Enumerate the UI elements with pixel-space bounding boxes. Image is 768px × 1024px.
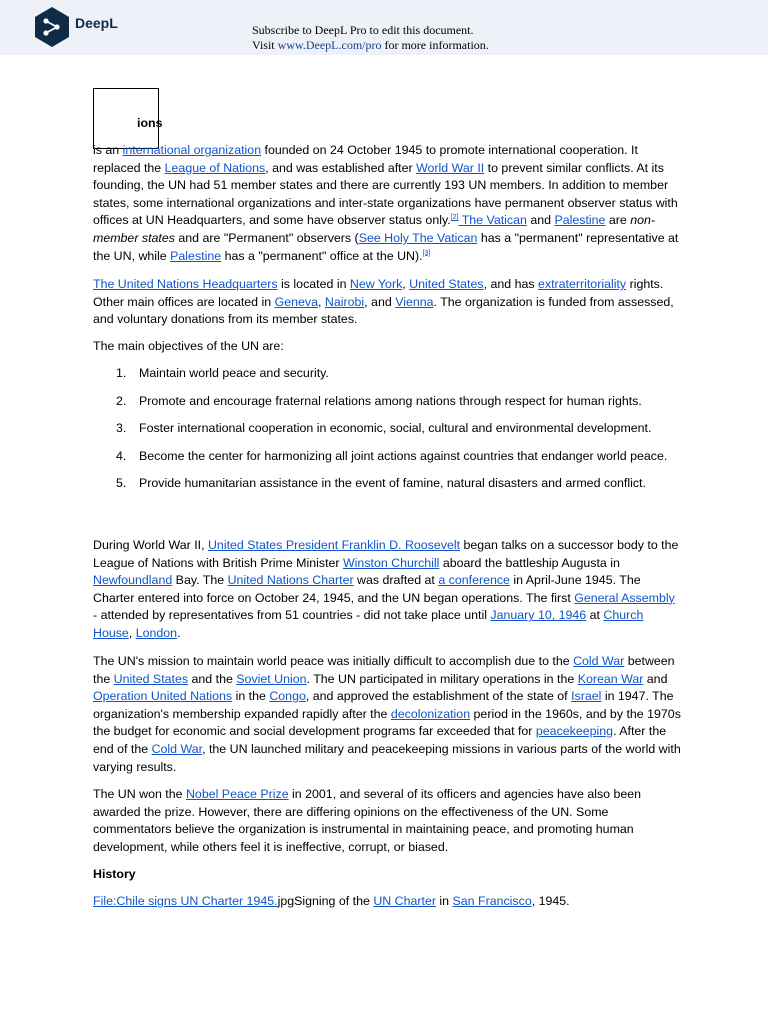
emphasis: non-member states — [93, 213, 656, 245]
link-korean-war[interactable]: Korean War — [577, 671, 644, 686]
deepl-brand[interactable]: DeepL — [75, 15, 118, 31]
text: , the UN launched military and peacekeeping missions in various parts of the world with varying results. — [93, 741, 681, 774]
link-extraterritoriality[interactable]: extraterritoriality — [537, 277, 627, 291]
paragraph-headquarters — [93, 276, 681, 329]
deepl-pro-link[interactable]: www.DeepL.com/pro — [277, 38, 382, 52]
objectives-list — [93, 365, 681, 493]
link-vatican[interactable]: The Vatican — [458, 213, 527, 228]
text: , and — [364, 294, 396, 309]
text: Bay. The — [172, 573, 228, 588]
link-vienna[interactable]: Vienna — [395, 294, 434, 309]
text: in 2001, and several of its officers and agencies have also been awarded the prize. However, there are differing opinions on the effectiveness of the UN. Some commentators believe the organization is instrumental in maintaining peace, and promoting human development, while others feel it is ineffective, corrupt, or biased. — [93, 787, 642, 854]
link-cold-war-2[interactable]: Cold War — [151, 741, 203, 756]
link-palestine[interactable]: Palestine — [554, 213, 606, 228]
link-un-headquarters[interactable]: The United Nations Headquarters — [93, 277, 278, 291]
text: The UN's mission to maintain world peace was initially difficult to accomplish due to the — [93, 654, 574, 668]
link-nobel-peace-prize[interactable]: Nobel Peace Prize — [185, 787, 289, 801]
visit-text: Visit — [252, 38, 278, 52]
text: and the — [188, 671, 237, 686]
paragraph-objectives-intro: The main objectives of the UN are: — [93, 339, 284, 353]
text: has a "permanent" representative at the UN, while — [93, 230, 679, 263]
text: is an — [93, 143, 123, 157]
text: are — [605, 213, 631, 228]
link-un-charter[interactable]: United Nations Charter — [227, 573, 354, 588]
text: . — [177, 625, 181, 640]
text: to prevent similar conflicts. At its founding, the UN had 51 member states and there are currently 193 UN members. In addition to member states, some international organizations and inter-state organizations have permanent observer status with offices at UN Headquarters, and some have observer status only. — [93, 160, 678, 228]
text: aboard the battleship Augusta in — [439, 555, 620, 570]
list-text: Provide humanitarian assistance in the event of famine, natural disasters and armed conflict. — [139, 476, 646, 491]
title-fragment: ions — [137, 116, 163, 130]
text: in April-June 1945. The Charter entered into force on October 24, 1945, and the UN began operations. The first — [93, 573, 641, 605]
text: at — [586, 608, 604, 623]
link-league-of-nations[interactable]: League of Nations — [164, 160, 266, 175]
link-new-york[interactable]: New York — [349, 277, 403, 291]
list-number: 2. — [116, 393, 127, 408]
text: - attended by representatives from 51 countries - did not take place until — [93, 608, 491, 623]
text: and — [526, 213, 555, 228]
text: in the — [232, 689, 270, 704]
text: has a "permanent" office at the UN). — [221, 248, 423, 263]
visit-line — [252, 38, 489, 53]
link-un-charter-2[interactable]: UN Charter — [373, 894, 436, 908]
text: . The organization is funded from assessed, and voluntary donations from its member states. — [93, 294, 674, 327]
link-newfoundland[interactable]: Newfoundland — [93, 573, 173, 588]
link-operation-united-nations[interactable]: Operation United Nations — [93, 689, 233, 704]
text: , — [318, 294, 325, 309]
link-roosevelt[interactable]: United States President Franklin D. Roosevelt — [207, 538, 461, 552]
text: was drafted at — [353, 573, 439, 588]
link-see-holy-vatican[interactable]: See Holy The Vatican — [358, 230, 478, 245]
text: in 1947. The organization's membership expanded rapidly after the — [93, 689, 674, 721]
list-text: Become the center for harmonizing all joint actions against countries that endanger world peace. — [139, 448, 668, 463]
text: jpgSigning of the — [277, 894, 374, 908]
text: . The UN participated in military operations in the — [306, 671, 578, 686]
list-text: Promote and encourage fraternal relations among nations through respect for human rights. — [139, 393, 642, 408]
link-congo[interactable]: Congo — [269, 689, 306, 704]
text: , — [128, 625, 136, 640]
text: and — [643, 671, 668, 686]
list-text: Foster international cooperation in economic, social, cultural and environmental development. — [139, 421, 652, 436]
text: , 1945. — [531, 894, 570, 908]
text: between the — [93, 654, 675, 686]
text: rights. Other main offices are located in — [93, 277, 664, 309]
text: founded on 24 October 1945 to promote international cooperation. It replaced the — [93, 143, 638, 175]
list-number: 3. — [116, 421, 127, 436]
subscribe-notice — [252, 23, 489, 53]
list-item — [93, 365, 681, 383]
footnote-2[interactable]: [2] — [450, 214, 459, 222]
text: , — [402, 277, 410, 291]
text: began talks on a successor body to the League of Nations with British Prime Minister — [93, 538, 679, 570]
link-january-10-1946[interactable]: January 10, 1946 — [490, 608, 587, 623]
footnote-3[interactable]: [3] — [422, 249, 431, 257]
list-item — [93, 420, 681, 438]
paragraph-nobel — [93, 786, 681, 856]
text: is located in — [277, 277, 350, 291]
link-san-francisco[interactable]: San Francisco — [452, 894, 532, 908]
paragraph-history-founding — [93, 537, 681, 643]
paragraph-charter-signing — [93, 893, 681, 911]
link-church-house[interactable]: Church House — [93, 608, 644, 640]
link-file-chile-signs[interactable]: File:Chile signs UN Charter 1945. — [93, 894, 278, 908]
link-soviet-union[interactable]: Soviet Union — [236, 671, 307, 686]
text: The UN won the — [93, 787, 186, 801]
text: , and was established after — [265, 160, 417, 175]
text: and are "Permanent" observers ( — [174, 230, 359, 245]
link-peacekeeping[interactable]: peacekeeping — [535, 724, 614, 739]
list-item — [93, 475, 681, 493]
list-text: Maintain world peace and security. — [139, 366, 329, 380]
text: , and approved the establishment of the state of — [305, 689, 572, 704]
history-heading: History — [93, 867, 136, 881]
paragraph-intro — [93, 142, 681, 265]
link-geneva[interactable]: Geneva — [274, 294, 319, 309]
text: , and has — [483, 277, 538, 291]
list-number: 5. — [116, 476, 127, 491]
link-general-assembly[interactable]: General Assembly — [574, 590, 675, 605]
text: . After the end of the — [93, 724, 667, 756]
deepl-logo-icon[interactable] — [33, 6, 71, 48]
link-international-organization[interactable]: international organization — [122, 143, 262, 157]
subscribe-line: Subscribe to DeepL Pro to edit this document. — [252, 23, 474, 37]
link-conference[interactable]: a conference — [438, 573, 510, 588]
text: in — [435, 894, 453, 908]
link-cold-war[interactable]: Cold War — [573, 654, 625, 668]
text: period in the 1960s, and by the 1970s the budget for economic and social development programs far exceeded that for — [93, 706, 681, 739]
text: During World War II, — [93, 538, 208, 552]
paragraph-cold-war — [93, 653, 681, 776]
list-item — [93, 448, 681, 466]
link-decolonization[interactable]: decolonization — [390, 706, 471, 721]
link-nairobi[interactable]: Nairobi — [324, 294, 365, 309]
list-number: 4. — [116, 448, 127, 463]
link-churchill[interactable]: Winston Churchill — [342, 555, 440, 570]
link-united-states[interactable]: United States — [409, 277, 484, 291]
link-london[interactable]: London — [135, 625, 178, 640]
link-world-war-ii[interactable]: World War II — [416, 160, 485, 175]
link-united-states-2[interactable]: United States — [113, 671, 189, 686]
deepl-banner — [0, 0, 768, 55]
visit-text-end: for more information. — [381, 38, 489, 52]
link-palestine-2[interactable]: Palestine — [170, 248, 222, 263]
list-item — [93, 393, 681, 411]
list-number: 1. — [116, 366, 127, 380]
link-israel[interactable]: Israel — [571, 689, 602, 704]
